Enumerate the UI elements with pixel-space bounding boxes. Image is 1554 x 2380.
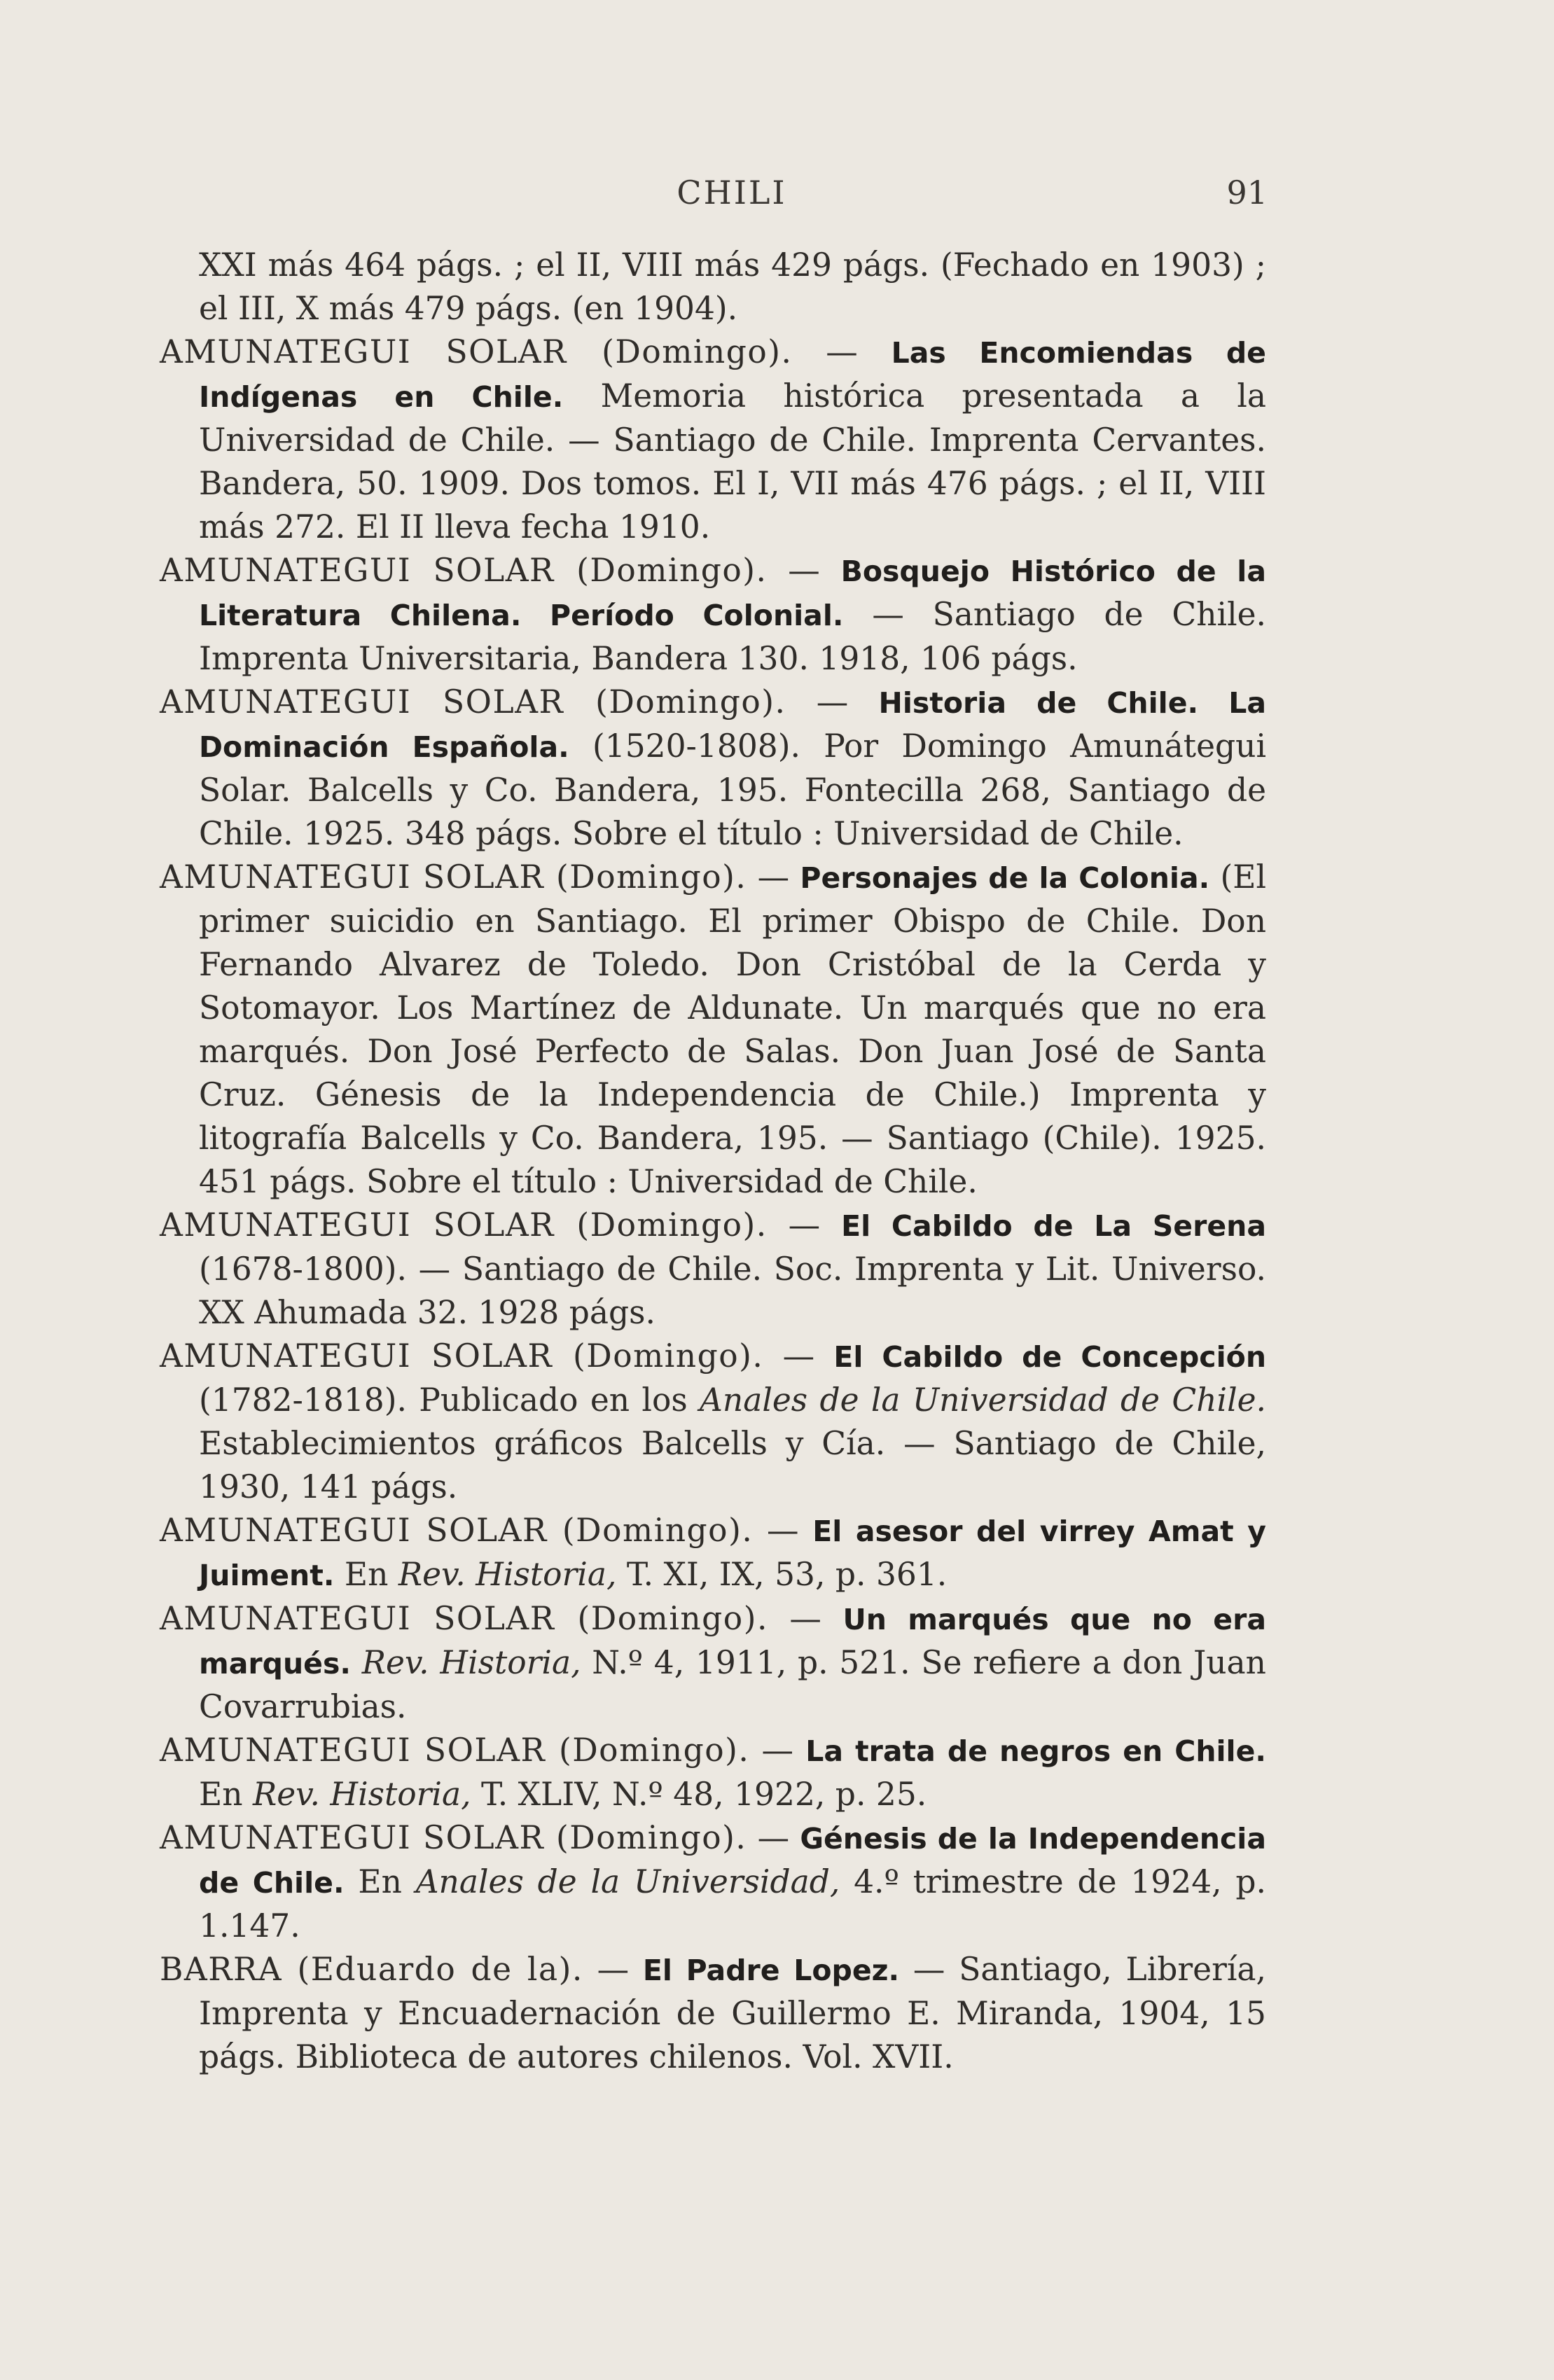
bibliography-entry: AMUNATEGUI SOLAR (Domingo). — La trata de negros en Chile. En Rev. Historia, T. XLIV, N.º 48, 1922, p. 25. [160,1732,1266,1813]
entry-author: AMUNATEGUI SOLAR (Domingo). [160,1337,764,1375]
entry-title: La trata de negros en Chile. [805,1734,1266,1768]
entry-italic-source: Rev. Historia, [253,1776,471,1813]
entry-author: AMUNATEGUI SOLAR (Domingo). [160,1600,768,1637]
entry-details: (El primer suicidio en Santiago. El primer Obispo de Chile. Don Fernando Alvarez de Toledo. Don Cristóbal de la Cerda y Sotomayor. Los Martínez de Aldunate. Un marqués que no era marqués. Don José Perfecto de Salas. Don Juan José de Santa Cruz. Génesis de la Independencia de Chile.) Imprenta y litografía Balcells y Co. Bandera, 195. — Santiago (Chile). 1925. 451 págs. Sobre el título : Universidad de Chile. [199,858,1267,1200]
entry-author: AMUNATEGUI SOLAR (Domingo). [160,683,786,721]
entry-title: El Cabildo de Concepción [833,1340,1267,1374]
bibliography-entry: AMUNATEGUI SOLAR (Domingo). — Personajes de la Colonia. (El primer suicidio en Santiago. El primer Obispo de Chile. Don Fernando Alvarez de Toledo. Don Cristóbal de la Cerda y Sotomayor. Los Martínez de Aldunate. Un marqués que no era marqués. Don José Perfecto de Salas. Don Juan José de Santa Cruz. Génesis de la Independencia de Chile.) Imprenta y litografía Balcells y Co. Bandera, 195. — Santiago (Chile). 1925. 451 págs. Sobre el título : Universidad de Chile. [160,858,1267,1200]
bibliography-entry: AMUNATEGUI SOLAR (Domingo). — Historia de Chile. La Dominación Española. (1520-1808). Por Domingo Amunátegui Solar. Balcells y Co. Bandera, 195. Fontecilla 268, Santiago de Chile. 1925. 348 págs. Sobre el título : Universidad de Chile. [160,683,1266,852]
entry-title: Un marqués que no era marqués. [199,1603,1266,1680]
entry-author: AMUNATEGUI SOLAR (Domingo). [160,858,747,896]
page-number: 91 [1226,174,1268,211]
entry-details-after: 4.º trimestre de 1924, p. 1.147. [199,1863,1267,1944]
entry-title: Personajes de la Colonia. [800,861,1210,895]
entry-italic-source: Rev. Historia, [361,1644,581,1681]
entry-title: El Padre Lopez. [642,1954,900,1987]
entry-title: Las Encomiendas de Indígenas en Chile. [199,336,1266,414]
entry-italic-source: Rev. Historia, [398,1556,617,1593]
entry-details: — Santiago de Chile. Imprenta Universitaria, Bandera 130. 1918, 106 págs. [199,596,1267,677]
entry-details: En [344,1556,389,1593]
entry-author: AMUNATEGUI SOLAR (Domingo). [160,552,768,589]
entry-author: BARRA (Eduardo de la). [160,1951,583,1988]
entry-title: El asesor del virrey Amat y Juiment. [199,1515,1266,1592]
bibliography-entry: AMUNATEGUI SOLAR (Domingo). — Bosquejo Histórico de la Literatura Chilena. Período Colonial. — Santiago de Chile. Imprenta Universitaria, Bandera 130. 1918, 106 págs. [160,552,1267,677]
entry-author: AMUNATEGUI SOLAR (Domingo). [160,1206,768,1244]
entry-details: — Santiago, Librería, Imprenta y Encuadernación de Guillermo E. Miranda, 1904, 15 págs. Biblioteca de autores chilenos. Vol. XVII. [199,1951,1266,2075]
entry-details-after: T. XI, IX, 53, p. 361. [626,1556,948,1593]
entry-italic-source: Anales de la Universidad, [415,1863,840,1900]
bibliography-list [160,244,1266,2079]
entry-details-after: Establecimientos gráficos Balcells y Cía. — Santiago de Chile, 1930, 141 págs. [199,1425,1266,1505]
entry-details: En [358,1863,402,1900]
bibliography-entry: AMUNATEGUI SOLAR (Domingo). — El asesor del virrey Amat y Juiment. En Rev. Historia, T. XI, IX, 53, p. 361. [160,1512,1266,1593]
entry-details: (1782-1818). Publicado en los [199,1382,688,1419]
entry-details-after: N.º 4, 1911, p. 521. Se refiere a don Juan Covarrubias. [199,1644,1266,1725]
entry-continuation [160,244,1266,330]
entry-details: (1678-1800). — Santiago de Chile. Soc. Imprenta y Lit. Universo. XX Ahumada 32. 1928 págs. [199,1251,1266,1331]
bibliography-entry: AMUNATEGUI SOLAR (Domingo). — El Cabildo de La Serena (1678-1800). — Santiago de Chile. Soc. Imprenta y Lit. Universo. XX Ahumada 32. 1928 págs. [160,1206,1266,1331]
entry-continuation-text: XXI más 464 págs. ; el II, VIII más 429 págs. (Fechado en 1903) ; el III, X más 479 págs. (en 1904). [199,246,1266,327]
entry-author: AMUNATEGUI SOLAR (Domingo). [160,1732,750,1769]
entry-author: AMUNATEGUI SOLAR (Domingo). [160,1512,754,1549]
bibliography-entry: AMUNATEGUI SOLAR (Domingo). — Un marqués que no era marqués. Rev. Historia, N.º 4, 1911, p. 521. Se refiere a don Juan Covarrubias. [160,1600,1266,1725]
entry-details: (1520-1808). Por Domingo Amunátegui Solar. Balcells y Co. Bandera, 195. Fontecilla 268, Santiago de Chile. 1925. 348 págs. Sobre el título : Universidad de Chile. [199,728,1266,852]
bibliography-entry: AMUNATEGUI SOLAR (Domingo). — Las Encomiendas de Indígenas en Chile. Memoria histórica presentada a la Universidad de Chile. — Santiago de Chile. Imprenta Cervantes. Bandera, 50. 1909. Dos tomos. El I, VII más 476 págs. ; el II, VIII más 272. El II lleva fecha 1910. [160,333,1267,545]
entry-italic-source: Anales de la Universidad de Chile. [700,1382,1267,1419]
entry-title: Bosquejo Histórico de la Literatura Chilena. Período Colonial. [199,555,1266,632]
entry-details: En [199,1776,243,1813]
entry-title: Génesis de la Independencia de Chile. [199,1822,1267,1900]
bibliography-entry: AMUNATEGUI SOLAR (Domingo). — El Cabildo de Concepción (1782-1818). Publicado en los Anales de la Universidad de Chile. Establecimientos gráficos Balcells y Cía. — Santiago de Chile, 1930, 141 págs. [160,1337,1267,1505]
entry-author: AMUNATEGUI SOLAR (Domingo). [160,333,793,370]
bibliography-entry: AMUNATEGUI SOLAR (Domingo). — Génesis de la Independencia de Chile. En Anales de la Universidad, 4.º trimestre de 1924, p. 1.147. [160,1819,1267,1944]
entry-title: El Cabildo de La Serena [841,1209,1266,1243]
entry-details-after: T. XLIV, N.º 48, 1922, p. 25. [481,1776,927,1813]
entry-author: AMUNATEGUI SOLAR (Domingo). [160,1819,747,1856]
running-head [196,174,1268,223]
bibliography-entry: BARRA (Eduardo de la). — El Padre Lopez. — Santiago, Librería, Imprenta y Encuadernación de Guillermo E. Miranda, 1904, 15 págs. Biblioteca de autores chilenos. Vol. XVII. [160,1951,1266,2075]
entry-details: Memoria histórica presentada a la Universidad de Chile. — Santiago de Chile. Imprenta Cervantes. Bandera, 50. 1909. Dos tomos. El I, VII más 476 págs. ; el II, VIII más 272. El II lleva fecha 1910. [199,377,1267,545]
entry-title: Historia de Chile. La Dominación Española. [199,686,1266,764]
running-title: CHILI [677,174,787,211]
